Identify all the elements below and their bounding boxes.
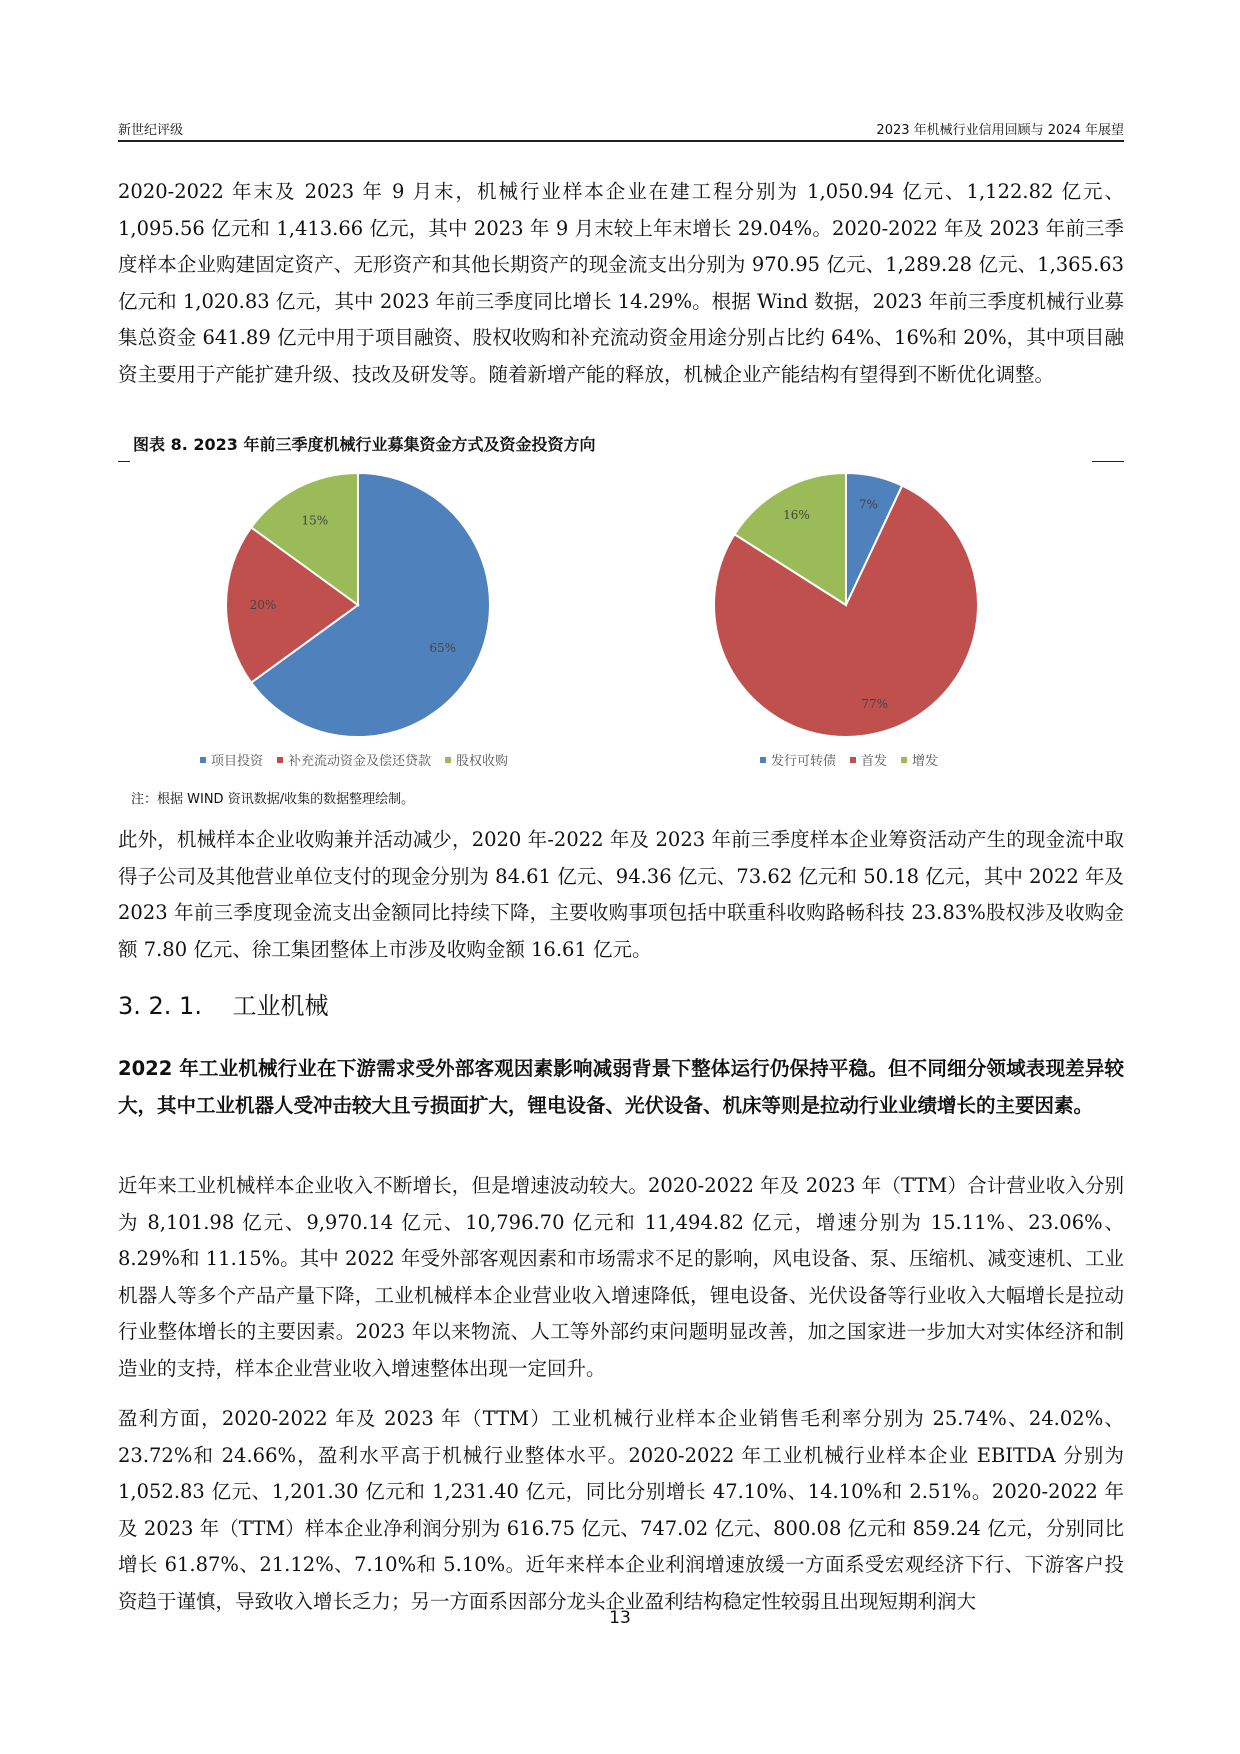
legend-label: 发行可转债 <box>771 754 837 769</box>
legend-item <box>850 750 887 769</box>
legend-label: 首发 <box>861 754 888 769</box>
section-heading: 3. 2. 1. 工业机械 <box>118 992 329 1020</box>
pie-slice-label: 65% <box>429 641 457 656</box>
paragraph-profitability: 盈利方面，2020-2022 年及 2023 年（TTM）工业机械行业样本企业销售毛利率分别为 25.74%、24.02%、23.72%和 24.66%，盈利水平高于机械行业整体水平。2020-2022 年工业机械行业样本企业 EBITDA 分别为 1,052.83 亿元、1,201.30 亿元和 1,231.40 亿元，同比分别增长 47.10%、14.10%和 2.51%。2020-2022 年及 2023 年（TTM）样本企业净利润分别为 616.75 亿元、747.02 亿元、800.08 亿元和 859.24 亿元，分别同比增长 61.87%、21.12%、7.10%和 5.10%。近年来样本企业利润增速放缓一方面系受宏观经济下行、下游客户投资趋于谨慎，导致收入增长乏力；另一方面系因部分龙头企业盈利结构稳定性较弱且出现短期利润大 <box>118 1407 1124 1613</box>
legend-item <box>760 750 836 769</box>
figure-rule-right <box>1092 461 1124 462</box>
figure-note: 注：根据 WIND 资讯数据/收集的数据整理绘制。 <box>131 792 415 807</box>
legend-item <box>277 750 431 769</box>
pie-chart-financing-method <box>226 473 490 737</box>
page-number: 13 <box>609 1608 631 1628</box>
header-left: 新世纪评级 <box>118 123 184 138</box>
legend-label: 股权收购 <box>456 754 509 769</box>
paragraph-revenue: 近年来工业机械样本企业收入不断增长，但是增速波动较大。2020-2022 年及 2023 年（TTM）合计营业收入分别为 8,101.98 亿元、9,970.14 亿元、10,796.70 亿元和 11,494.82 亿元，增速分别为 15.11%、23.06%、8.29%和 11.15%。其中 2022 年受外部客观因素和市场需求不足的影响，风电设备、泵、压缩机、减变速机、工业机器人等多个产品产量下降，工业机械样本企业营业收入增速降低，锂电设备、光伏设备等行业收入大幅增长是拉动行业整体增长的主要因素。2023 年以来物流、人工等外部约束问题明显改善，加之国家进一步加大对实体经济和制造业的支持，样本企业营业收入增速整体出现一定回升。 <box>118 1174 1124 1380</box>
paragraph-mna: 此外，机械样本企业收购兼并活动减少，2020 年-2022 年及 2023 年前三季度样本企业筹资活动产生的现金流中取得子公司及其他营业单位支付的现金分别为 84.61 亿元、94.36 亿元、73.62 亿元和 50.18 亿元，其中 2022 年及 2023 年前三季度现金流支出金额同比持续下降，主要收购事项包括中联重科收购路畅科技 23.83%股权涉及收购金额 7.80 亿元、徐工集团整体上市涉及收购金额 16.61 亿元。 <box>118 828 1124 961</box>
pie-chart-investment-direction <box>714 473 978 737</box>
figure-title: 图表 8. 2023 年前三季度机械行业募集资金方式及资金投资方向 <box>133 435 596 454</box>
legend-swatch <box>445 757 451 763</box>
legend-swatch <box>760 757 766 763</box>
legend-swatch <box>850 757 856 763</box>
legend-label: 补充流动资金及偿还贷款 <box>288 754 432 769</box>
legend-item <box>901 750 938 769</box>
paragraph-capex: 2020-2022 年末及 2023 年 9 月末，机械行业样本企业在建工程分别为 1,050.94 亿元、1,122.82 亿元、1,095.56 亿元和 1,413.66 亿元，其中 2023 年 9 月末较上年末增长 29.04%。2020-2022 年及 2023 年前三季度样本企业购建固定资产、无形资产和其他长期资产的现金流支出分别为 970.95 亿元、1,289.28 亿元、1,365.63 亿元和 1,020.83 亿元，其中 2023 年前三季度同比增长 14.29%。根据 Wind 数据，2023 年前三季度机械行业募集总资金 641.89 亿元中用于项目融资、股权收购和补充流动资金用途分别占比约 64%、16%和 20%，其中项目融资主要用于产能扩建升级、技改及研发等。随着新增产能的释放，机械企业产能结构有望得到不断优化调整。 <box>118 180 1124 386</box>
legend-pie-1 <box>200 750 508 769</box>
pie-slice-label: 16% <box>783 507 810 522</box>
pie-slice-label: 20% <box>249 598 277 612</box>
legend-item <box>200 750 263 769</box>
legend-swatch <box>901 757 907 763</box>
paragraph-summary-bold: 2022 年工业机械行业在下游需求受外部客观因素影响减弱背景下整体运行仍保持平稳。但不同细分领域表现差异较大，其中工业机器人受冲击较大且亏损面扩大，锂电设备、光伏设备、机床等则是拉动行业业绩增长的主要因素。 <box>118 1057 1124 1117</box>
pie-charts <box>118 465 1124 785</box>
figure-rule-left <box>118 461 130 462</box>
header-rule <box>118 140 1124 142</box>
legend-item <box>445 750 508 769</box>
legend-swatch <box>200 757 206 763</box>
header-right: 2023 年机械行业信用回顾与 2024 年展望 <box>876 123 1124 138</box>
pie-slice-label: 77% <box>861 696 889 711</box>
pie-slice-label: 7% <box>858 497 878 512</box>
legend-label: 增发 <box>912 754 939 769</box>
legend-swatch <box>277 757 283 763</box>
pie-slice-label: 15% <box>301 513 329 528</box>
legend-pie-2 <box>760 750 938 769</box>
legend-label: 项目投资 <box>211 754 264 769</box>
